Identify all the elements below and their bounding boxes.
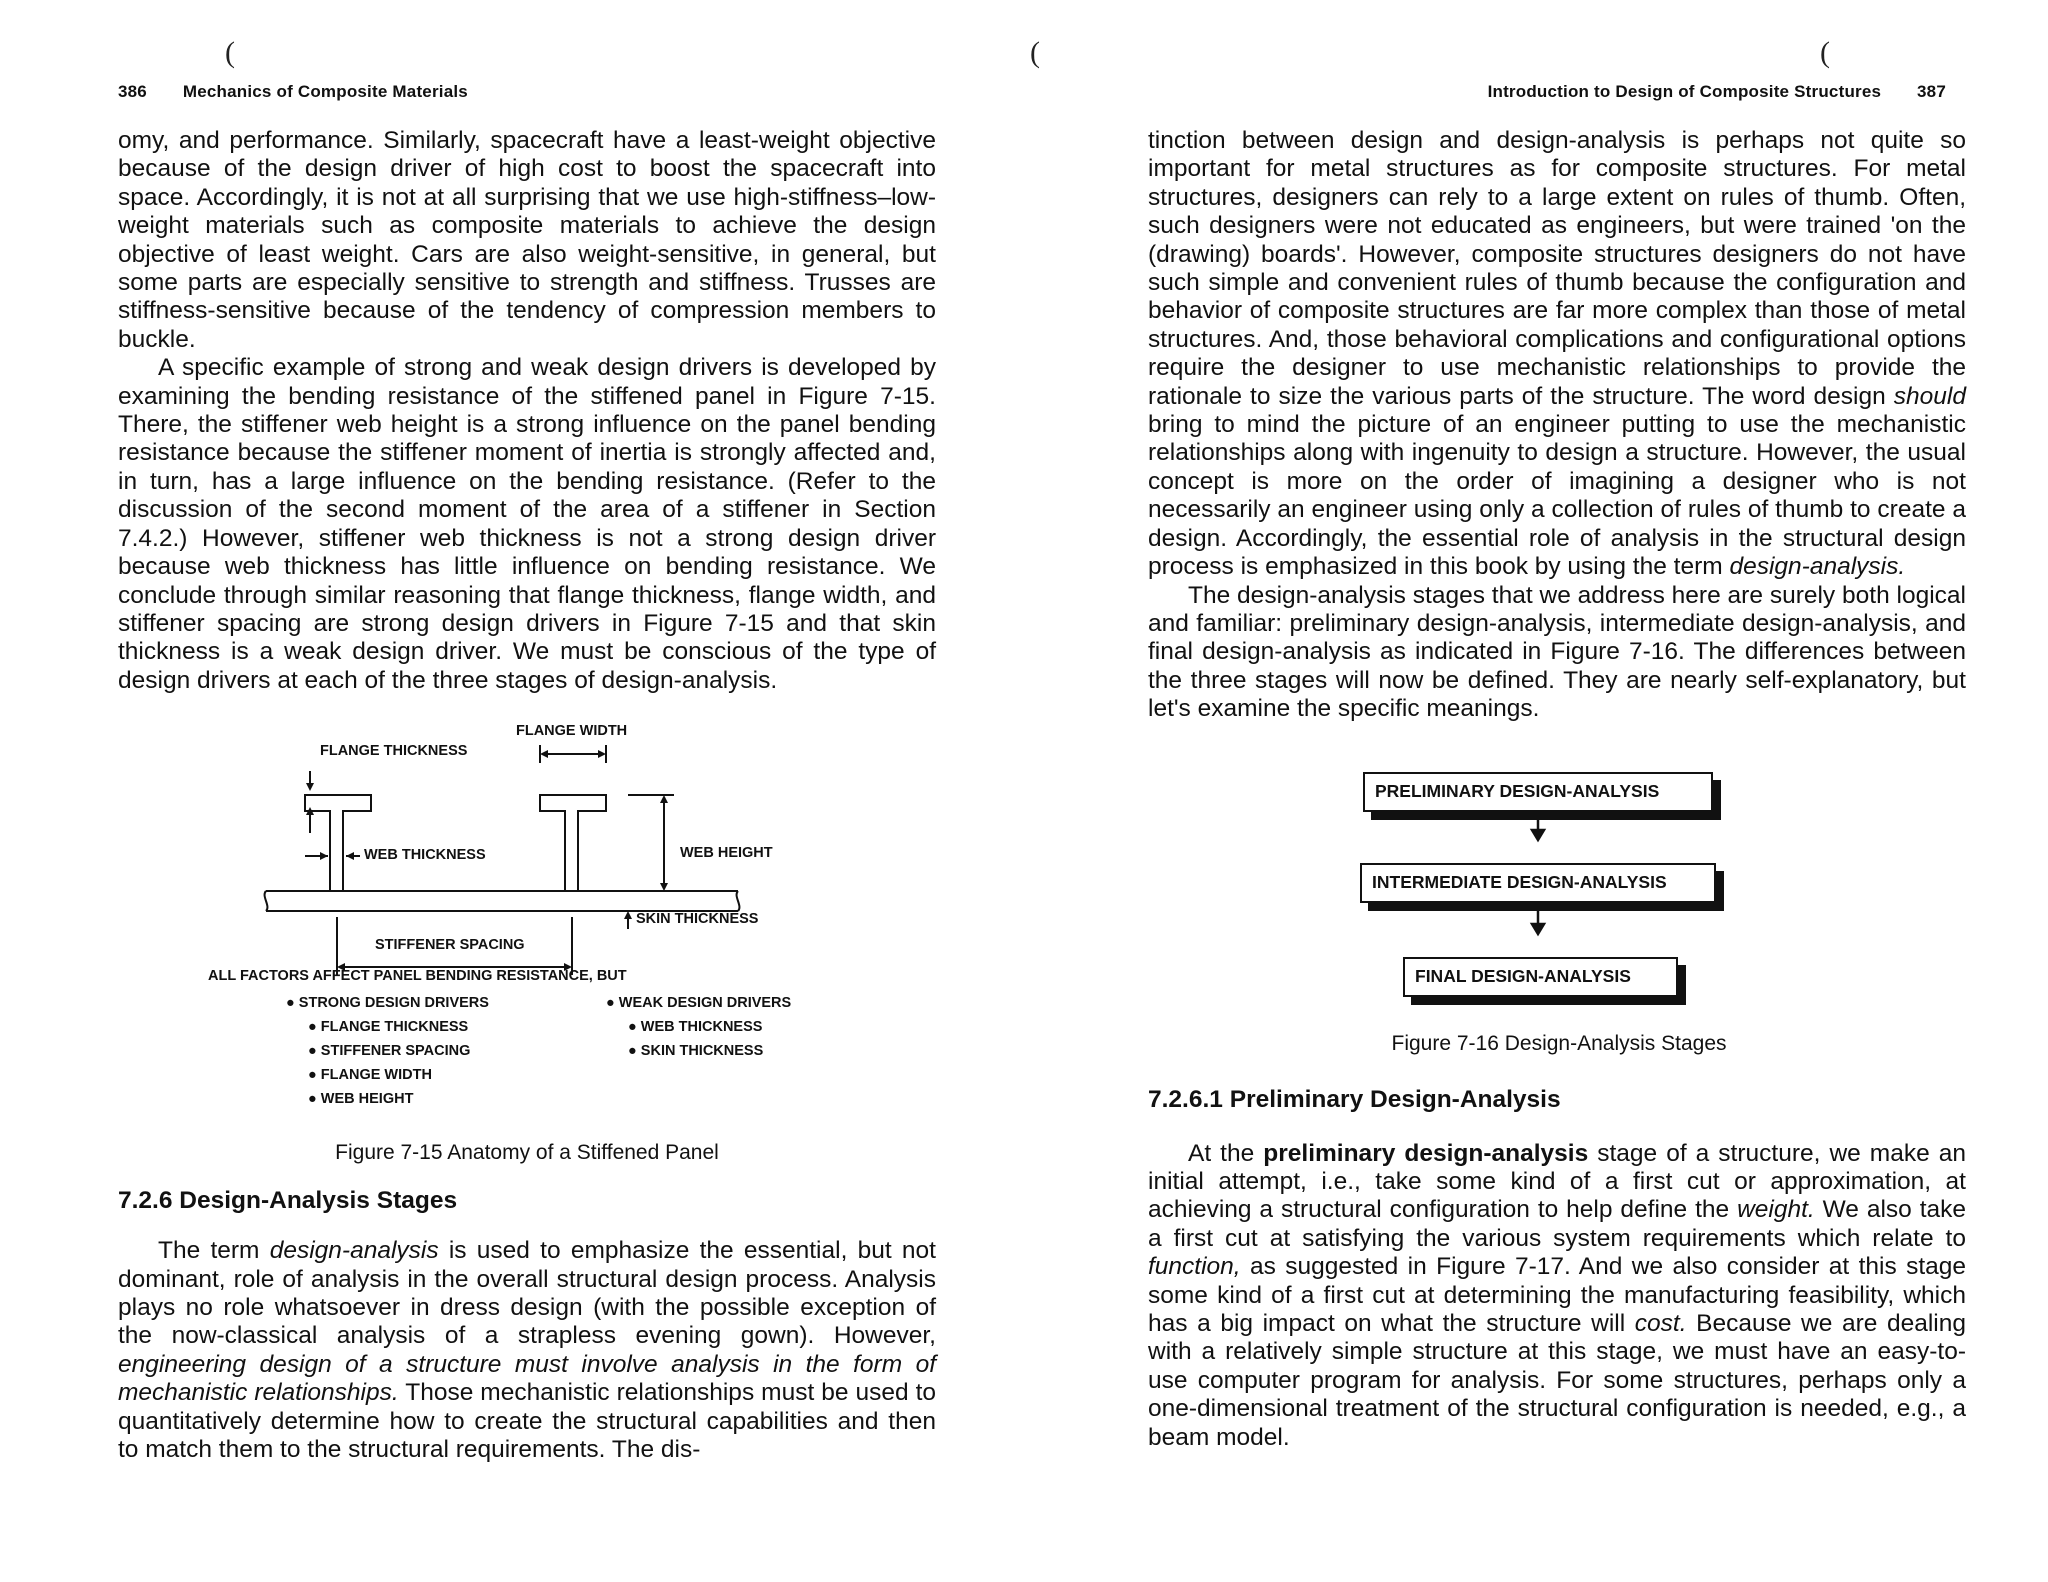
label-skin-thickness: SKIN THICKNESS — [636, 911, 759, 928]
all-factors-note: ALL FACTORS AFFECT PANEL BENDING RESISTANCE, BUT — [208, 968, 627, 985]
list-item: ● WEB THICKNESS — [628, 1019, 763, 1036]
body-paragraph: tinction between design and design-analysis is perhaps not quite so important for metal structures as for composite structures. For metal structures, designers can rely to a large extent on rules of thumb. Often, such designers were not educated as engineers, but were trained 'on the (drawing) boards'. However, composite structures designers do not have such simple and convenient rules of thumb because the configuration and behavior of composite structures are far more complex than those of metal structures. And, those behavioral complications and configurational options require the designer to use mechanistic relationships to provide the rationale to size the various parts of the structure. The word design should bring to mind the picture of an engineer putting to use the mechanistic relationships along with ingenuity to design a structure. However, the usual concept is more on the order of imagining a designer who is not necessarily an engineer using only a collection of rules of thumb to create a design. Accordingly, the essential role of analysis in the structural design process is emphasized in this book by using the term design-analysis. — [1148, 127, 1966, 581]
strong-drivers-heading: ● STRONG DESIGN DRIVERS — [286, 995, 489, 1012]
margin-mark: ( — [1030, 36, 1040, 69]
figure-7-15 — [118, 713, 936, 1183]
list-item: ● FLANGE THICKNESS — [308, 1019, 469, 1036]
running-head-title: Mechanics of Composite Materials — [182, 82, 468, 101]
left-running-head — [118, 82, 468, 102]
weak-drivers-heading: ● WEAK DESIGN DRIVERS — [606, 995, 792, 1012]
figure-caption: Figure 7-15 Anatomy of a Stiffened Panel — [335, 1141, 719, 1165]
label-stiffener-spacing: STIFFENER SPACING — [375, 937, 525, 954]
running-head-title: Introduction to Design of Composite Structures — [1487, 82, 1882, 101]
body-paragraph: At the preliminary design-analysis stage of a structure, we make an initial attempt, i.e., take some kind of a first cut or approximation, at achieving a structural configuration to help define the weight. We also take a first cut at satisfying the various system requirements which relate to function, as suggested in Figure 7-17. And we also consider at this stage some kind of a first cut at determining the manufacturing feasibility, which has a big impact on what the structure will cost. Because we are dealing with a relatively simple structure at this stage, we must have an easy-to-use computer program for analysis. For some structures, perhaps only a one-dimensional treatment of the structural configuration is needed, e.g., a beam model. — [1148, 1139, 1967, 1451]
body-paragraph: omy, and performance. Similarly, spacecraft have a least-weight objective because of the design driver of high cost to boost the spacecraft into space. Accordingly, it is not at all surprising that we use high-stiffness–low-weight materials such as composite materials to achieve the design objective of least weight. Cars are also weight-sensitive, in general, but some parts are especially sensitive to strength and stiffness. Trusses are stiffness-sensitive because of the tendency of compression members to buckle. — [118, 127, 936, 353]
body-paragraph: The term design-analysis is used to emphasize the essential, but not dominant, role of analysis in the overall structural design process. Analysis plays no role whatsoever in dress design (with the possible exception of the now-classical analysis of a strapless evening gown). However, engineering design of a structure must involve analysis in the form of mechanistic relationships. Those mechanistic relationships must be used to quantitatively determine how to create the structural capabilities and then to match them to the structural requirements. The dis- — [118, 1237, 936, 1463]
page-number: 387 — [1917, 82, 1946, 101]
figure-7-16 — [1148, 746, 1966, 1086]
weak-drivers-list — [606, 991, 791, 1063]
stage-box-final: FINAL DESIGN-ANALYSIS — [1403, 957, 1678, 997]
label-web-height: WEB HEIGHT — [680, 845, 773, 862]
list-item: ● WEB HEIGHT — [308, 1091, 414, 1108]
section-heading: 7.2.6 Design-Analysis Stages — [118, 1187, 458, 1215]
list-item: ● STIFFENER SPACING — [308, 1043, 471, 1060]
page-number: 386 — [118, 82, 147, 101]
margin-mark: ( — [1820, 36, 1830, 69]
label-flange-thickness: FLANGE THICKNESS — [320, 743, 468, 760]
subsection-heading: 7.2.6.1 Preliminary Design-Analysis — [1148, 1085, 1561, 1113]
label-flange-width: FLANGE WIDTH — [516, 723, 628, 740]
figure-caption: Figure 7-16 Design-Analysis Stages — [1391, 1031, 1727, 1055]
list-item: ● FLANGE WIDTH — [308, 1067, 432, 1084]
label-web-thickness: WEB THICKNESS — [364, 847, 486, 864]
body-paragraph: The design-analysis stages that we address here are surely both logical and familiar: preliminary design-analysis, intermediate design-analysis, and final design-analysis as indicated in Figure 7-16. The differences between the three stages will now be defined. They are nearly self-explanatory, but let's examine the specific meanings. — [1148, 581, 1966, 723]
list-item: ● SKIN THICKNESS — [628, 1043, 764, 1060]
stage-box-intermediate: INTERMEDIATE DESIGN-ANALYSIS — [1360, 863, 1716, 903]
right-running-head — [1488, 82, 1946, 102]
strong-drivers-list — [286, 991, 489, 1111]
left-page — [118, 127, 936, 1464]
stage-box-preliminary: PRELIMINARY DESIGN-ANALYSIS — [1363, 772, 1713, 812]
margin-mark: ( — [225, 36, 235, 69]
right-page — [1148, 127, 1966, 1452]
body-paragraph: A specific example of strong and weak design drivers is developed by examining the bending resistance of the stiffened panel in Figure 7-15. There, the stiffener web height is a strong influence on the panel bending resistance because the stiffener moment of inertia is strongly affected and, in turn, has a large influence on the bending resistance. (Refer to the discussion of the second moment of the area of a stiffener in Section 7.4.2.) However, stiffener web thickness is not a strong design driver because web thickness has little influence on bending resistance. We conclude through similar reasoning that flange thickness, flange width, and stiffener spacing are strong design drivers in Figure 7-15 and that skin thickness is a weak design driver. We must be conscious of the type of design drivers at each of the three stages of design-analysis. — [118, 354, 936, 694]
